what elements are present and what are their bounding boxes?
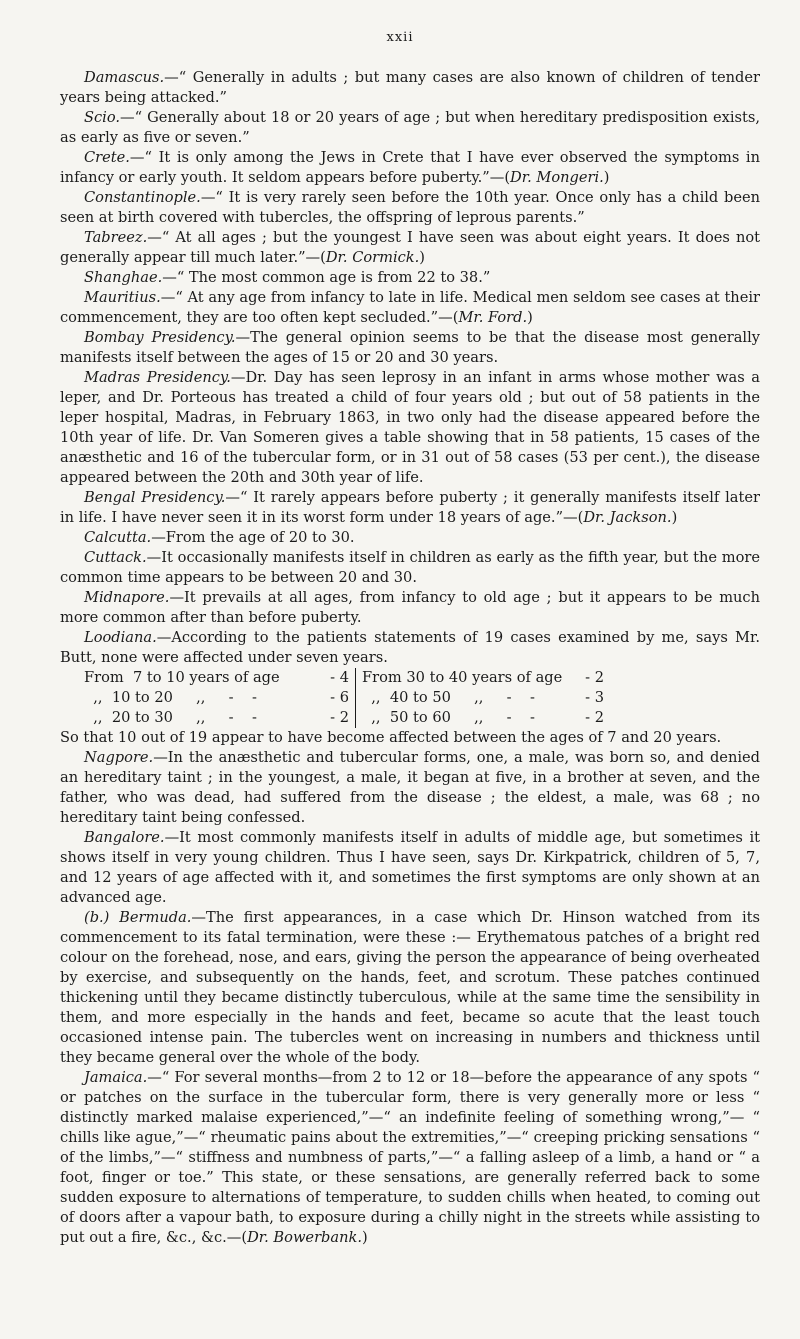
- paragraph-text: —“ At all ages ; but the youngest I have seen was about eight years. It does not generally appear till much later.”—(: [60, 229, 760, 266]
- case-count: - 4: [330, 669, 349, 686]
- source-credit: Dr. Cormick.: [325, 249, 420, 266]
- paragraph: [60, 368, 760, 488]
- paragraph: [60, 188, 760, 228]
- age-range-label: ,, 10 to 20 ,, - -: [84, 689, 257, 706]
- paragraph: [60, 288, 760, 328]
- paragraph: [60, 908, 760, 1068]
- place-heading: Shanghae.: [84, 269, 163, 286]
- case-count: - 2: [330, 709, 349, 726]
- paragraph: [60, 108, 760, 148]
- paragraph-text: —The first appearances, in a case which Dr. Hinson watched from its commencement to its fatal termination, were these :— Erythematous patches of a bright red colour on the forehead, nose, and ears, giving the person the appearance of being overheated by exercise, and subsequently on the hands, feet, and scrotum. These patches continued thickening until they became distinctly tuberculous, while at the same time the sensibility in them, and more especially in the hands and feet, became so acute that the least touch occasioned intense pain. The tubercles went on increasing in numbers and thickness until they became general over the whole of the body.: [60, 909, 760, 1066]
- case-count: - 2: [585, 669, 604, 686]
- paragraph-text: —“ It is very rarely seen before the 10th year. Once only has a child been seen at birth covered with tubercles, the offspring of leprous parents.”: [60, 189, 760, 226]
- closing-paren: ): [419, 249, 425, 266]
- age-table-row: [362, 668, 604, 688]
- paragraph-text: —“ Generally about 18 or 20 years of age ; but when hereditary predisposition exists, as early as five or seven.”: [60, 109, 760, 146]
- paragraph: [60, 588, 760, 628]
- case-count: - 2: [585, 709, 604, 726]
- age-table-right-column: [356, 668, 604, 728]
- paragraph-text: —The general opinion seems to be that the disease most generally manifests itself between the ages of 15 or 20 and 30 years.: [60, 329, 760, 366]
- paragraph-text: —“ For several months—from 2 to 12 or 18—before the appearance of any spots “ or patches on the surface in the tubercular form, there is very generally more or less “ distinctly marked malaise experienced,”—“ an indefinite feeling of something wrong,”— “ chills like ague,”—“ rheumatic pains about the extremities,”—“ creeping pricking sensations “ of the limbs,”—“ stiffness and numbness of parts,”—“ a falling asleep of a limb, a hand or “ a foot, finger or toe.” This state, or these sensations, are generally referred back to some sudden exposure to alternations of temperature, to sudden chills when heated, to coming out of doors after a vapour bath, to exposure during a chilly night in the streets while assisting to put out a fire, &c., &c.—(: [60, 1069, 760, 1246]
- place-heading: Midnapore.: [84, 589, 170, 606]
- source-credit: Mr. Ford.: [458, 309, 528, 326]
- age-table-row: [84, 668, 349, 688]
- place-heading: Bombay Presidency.: [84, 329, 236, 346]
- case-count: - 6: [330, 689, 349, 706]
- age-range-label: ,, 20 to 30 ,, - -: [84, 709, 257, 726]
- place-heading: Tabreez.: [84, 229, 148, 246]
- age-table-row: [84, 708, 349, 728]
- paragraph: [60, 268, 760, 288]
- place-heading: Madras Presidency.: [84, 369, 231, 386]
- age-table-row: [84, 688, 349, 708]
- paragraph-text: —From the age of 20 to 30.: [151, 529, 355, 546]
- age-table-row: [362, 688, 604, 708]
- paragraph: [60, 328, 760, 368]
- paragraph: [60, 488, 760, 528]
- paragraph-text: —According to the patients statements of 19 cases examined by me, says Mr. Butt, none were affected under seven years.: [60, 629, 760, 666]
- place-heading: Damascus.: [84, 69, 165, 86]
- page-number: xxii: [386, 30, 414, 45]
- case-count: - 3: [585, 689, 604, 706]
- source-credit: Dr. Mongeri.: [510, 169, 604, 186]
- place-heading: Loodiana.: [84, 629, 157, 646]
- paragraph: [60, 548, 760, 588]
- place-heading: Bangalore.: [84, 829, 165, 846]
- age-table-summary: So that 10 out of 19 appear to have become affected between the ages of 7 and 20 years.: [60, 729, 722, 746]
- paragraph-text: —“ Generally in adults ; but many cases are also known of children of tender years being attacked.”: [60, 69, 760, 106]
- place-heading: Bengal Presidency.: [84, 489, 226, 506]
- place-heading: Calcutta.: [84, 529, 152, 546]
- place-heading: Cuttack.: [84, 549, 147, 566]
- age-table-row: [362, 708, 604, 728]
- paragraph: [60, 68, 760, 108]
- age-range-label: ,, 50 to 60 ,, - -: [362, 709, 535, 726]
- closing-paren: ): [603, 169, 610, 186]
- place-heading: Nagpore.: [84, 749, 154, 766]
- paragraph: [60, 228, 760, 268]
- paragraph-text: —It occasionally manifests itself in children as early as the fifth year, but the more common time appears to be between 20 and 30.: [60, 549, 760, 586]
- paragraph-text: —“ At any age from infancy to late in life. Medical men seldom see cases at their commencement, they are too often kept secluded.”—(: [60, 289, 760, 326]
- age-table: [84, 668, 604, 728]
- source-credit: Dr. Bowerbank.: [247, 1229, 362, 1246]
- paragraph-group-2: [60, 748, 760, 1248]
- paragraph-text: —It prevails at all ages, from infancy to old age ; but it appears to be much more common after than before puberty.: [60, 589, 760, 626]
- paragraph-text: —It most commonly manifests itself in adults of middle age, but sometimes it shows itself in very young children. Thus I have seen, says Dr. Kirkpatrick, children of 5, 7, and 12 years of age affected with it, and sometimes the first symptoms are only shown at an advanced age.: [60, 829, 760, 906]
- paragraph: [60, 1068, 760, 1248]
- paragraph: [60, 748, 760, 828]
- place-heading: Crete.: [84, 149, 130, 166]
- closing-paren: ): [527, 309, 533, 326]
- paragraph-text: —“ The most common age is from 22 to 38.”: [162, 269, 491, 286]
- paragraph: [60, 148, 760, 188]
- place-heading: Jamaica.: [84, 1069, 148, 1086]
- place-heading: Constantinople.: [84, 189, 201, 206]
- paragraph-text: —“ It is only among the Jews in Crete that I have ever observed the symptoms in infancy or early youth. It seldom appears before puberty.”—(: [60, 149, 760, 186]
- age-table-left-column: [84, 668, 355, 728]
- closing-paren: ): [361, 1229, 368, 1246]
- paragraph-text: —Dr. Day has seen leprosy in an infant in arms whose mother was a leper, and Dr. Porteous has treated a child of four years old ; but out of 58 patients in the leper hospital, Madras, in February 1863, in two only had the disease appeared before the 10th year of life. Dr. Van Someren gives a table showing that in 58 patients, 15 cases of the anæsthetic and 16 of the tubercular form, or in 31 out of 58 cases (53 per cent.), the disease appeared between the 20th and 30th year of life.: [60, 369, 761, 486]
- body-text: [60, 68, 760, 1248]
- place-heading: Mauritius.: [84, 289, 161, 306]
- place-heading: Scio.: [84, 109, 121, 126]
- paragraph: [60, 828, 760, 908]
- paragraph-group-1: [60, 68, 760, 668]
- paragraph: [60, 628, 760, 668]
- age-range-label: From 7 to 10 years of age: [84, 669, 280, 686]
- place-heading: (b.) Bermuda.: [84, 909, 192, 926]
- age-range-label: ,, 40 to 50 ,, - -: [362, 689, 535, 706]
- paragraph: [60, 528, 760, 548]
- paragraph-text: —“ It rarely appears before puberty ; it generally manifests itself later in life. I have never seen it in its worst form under 18 years of age.”—(: [60, 489, 760, 526]
- source-credit: Dr. Jackson.: [583, 509, 672, 526]
- closing-paren: ): [671, 509, 678, 526]
- paragraph-text: —In the anæsthetic and tubercular forms, one, a male, was born so, and denied an hereditary taint ; in the youngest, a male, it began at five, in a brother at seven, and the father, who was dead, had suffered from the disease ; the eldest, a male, was 68 ; no hereditary taint being confessed.: [60, 749, 760, 826]
- age-range-label: From 30 to 40 years of age: [362, 669, 563, 686]
